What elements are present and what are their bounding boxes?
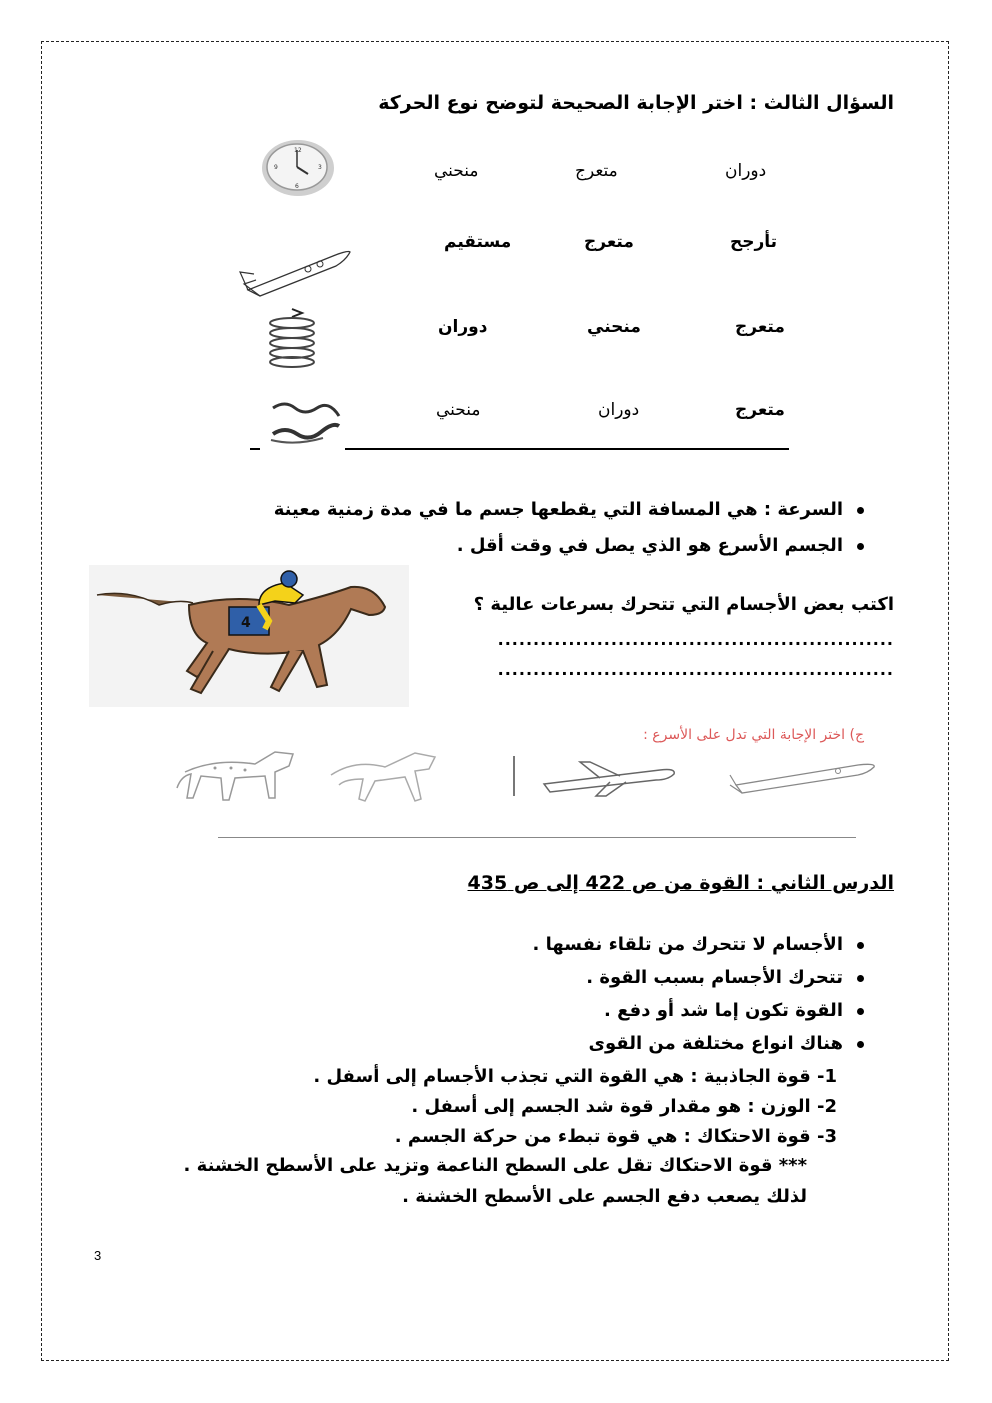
svg-text:4: 4: [241, 615, 251, 631]
fastest-note: [457, 535, 864, 556]
lesson2-bullet-3-text: القوة تكون إما شد أو دفع .: [604, 1000, 843, 1021]
row4-underline-short: [250, 448, 260, 450]
racehorse-image: [89, 565, 409, 707]
row4-option-3[interactable]: منحني: [436, 400, 481, 420]
row4-underline: [345, 448, 789, 450]
fastest-note-text: الجسم الأسرع هو الذي يصل في وقت أقل .: [456, 535, 843, 556]
lesson2-bullet-2: [586, 967, 864, 988]
row2-option-2[interactable]: متعرج: [584, 232, 634, 252]
cheetah-image[interactable]: [175, 742, 305, 804]
force-friction: 3- قوة الاحتكاك : هي قوة تبطء من حركة الجسم .: [394, 1126, 837, 1147]
force-weight: 2- الوزن : هو مقدار قوة شد الجسم إلى أسفل .: [411, 1096, 837, 1117]
row4-option-2[interactable]: دوران: [598, 400, 640, 420]
answer-line-2[interactable]: ........................................................: [497, 660, 894, 679]
fast-objects-prompt: اكتب بعض الأجسام التي تتحرك بسرعات عالية ؟: [473, 594, 894, 615]
page-number: 3: [94, 1248, 102, 1263]
row4-option-1[interactable]: متعرج: [735, 400, 785, 420]
bullet-dot: [857, 507, 864, 514]
section-divider: [218, 837, 856, 838]
rocket-icon: [238, 238, 353, 298]
lesson2-bullet-3: [604, 1000, 864, 1021]
svg-text:3: 3: [318, 164, 322, 171]
svg-text:6: 6: [295, 183, 299, 190]
row2-option-3[interactable]: مستقيم: [444, 232, 512, 252]
rocket-sketch-image[interactable]: [728, 755, 880, 795]
horse-sketch-image[interactable]: [325, 745, 450, 805]
lesson2-bullet-2-text: تتحرك الأجسام بسبب القوة .: [586, 967, 843, 988]
friction-note-1: *** قوة الاحتكاك تقل على السطح الناعمة وتزيد على الأسطح الخشنة .: [183, 1155, 807, 1176]
row3-option-1[interactable]: متعرج: [735, 317, 785, 337]
bullet-dot: [857, 1008, 864, 1015]
image-divider: [513, 756, 515, 796]
bullet-dot: [857, 543, 864, 550]
clock-icon: [260, 138, 338, 198]
question-3-heading: السؤال الثالث : اختر الإجابة الصحيحة لتوضح نوع الحركة: [378, 92, 894, 114]
answer-line-1[interactable]: ........................................................: [497, 630, 894, 649]
airplane-image[interactable]: [540, 756, 680, 798]
row3-option-3[interactable]: دوران: [438, 317, 488, 337]
row1-option-3[interactable]: منحني: [434, 161, 479, 181]
friction-note-2: لذلك يصعب دفع الجسم على الأسطح الخشنة .: [402, 1186, 807, 1207]
row1-option-2[interactable]: متعرج: [575, 161, 618, 181]
snake-icon: [265, 398, 345, 448]
bullet-dot: [857, 942, 864, 949]
lesson2-bullet-4-text: هناك انواع مختلفة من القوى: [588, 1033, 843, 1054]
svg-text:9: 9: [274, 164, 278, 171]
bullet-dot: [857, 1041, 864, 1048]
lesson2-bullet-1: [533, 934, 864, 955]
lesson-2-title: الدرس الثاني : القوة من ص 422 إلى ص 435: [467, 872, 894, 894]
spring-icon: [262, 303, 324, 369]
lesson2-bullet-4: [588, 1033, 864, 1054]
speed-definition-text: السرعة : هي المسافة التي يقطعها جسم ما في مدة زمنية معينة: [273, 499, 843, 520]
row2-option-1[interactable]: تأرجح: [730, 232, 778, 252]
speed-definition: [274, 499, 864, 520]
row1-option-1[interactable]: دوران: [725, 161, 767, 181]
force-gravity: 1- قوة الجاذبية : هي القوة التي تجذب الأجسام إلى أسفل .: [313, 1066, 837, 1087]
choose-fastest-question: ج) اختر الإجابة التي تدل على الأسرع :: [643, 727, 864, 743]
svg-text:12: 12: [294, 147, 302, 154]
lesson2-bullet-1-text: الأجسام لا تتحرك من تلقاء نفسها .: [532, 934, 843, 955]
row3-option-2[interactable]: منحني: [587, 317, 641, 337]
bullet-dot: [857, 975, 864, 982]
